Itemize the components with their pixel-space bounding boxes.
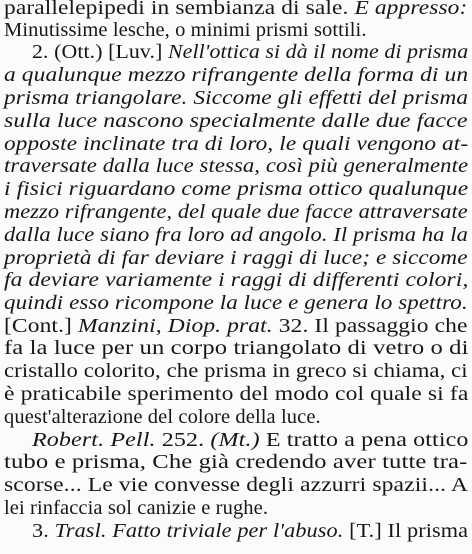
text-line: [4, 291, 468, 315]
text-line: [4, 382, 468, 406]
text-segment: Minutissime lesche, o minimi prismi sottili.: [4, 19, 367, 41]
text-line: [4, 154, 468, 178]
text-segment: parallelepipedi in sembianza di sale.: [4, 0, 355, 19]
text-segment: [T.] Il prisma: [343, 520, 469, 542]
text-line: [4, 359, 468, 383]
italic-text-segment: Nell'ottica si dà il nome di prisma: [168, 41, 469, 63]
text-line: [4, 246, 468, 270]
text-segment: 3.: [32, 520, 55, 542]
text-line: [4, 0, 467, 20]
text-line: [4, 450, 467, 474]
italic-text-segment: sulla luce nascono specialmente dalle due facce: [4, 110, 468, 132]
italic-text-segment: traversate dalla luce stessa, così più generalmente: [4, 155, 469, 177]
text-segment: lei rinfaccia sol canizie e rughe.: [4, 497, 269, 519]
text-line: [4, 314, 468, 338]
italic-text-segment: i fisici riguardano come prisma ottico qualunque: [4, 178, 469, 200]
text-segment: 2. (Ott.) [Luv.]: [32, 41, 169, 63]
italic-text-segment: proprietà di far deviare i raggi di luce; e siccome: [4, 247, 468, 269]
italic-text-segment: Manzini, Diop. prat.: [77, 315, 273, 337]
italic-text-segment: prisma triangolare. Siccome gli effetti del prisma: [4, 87, 469, 109]
italic-text-segment: a qualunque mezzo rifrangente della forma di un: [4, 64, 469, 86]
italic-text-segment: fa deviare variamente i raggi di differenti colori,: [4, 269, 469, 291]
text-segment: quest'alterazione del colore della luce.: [4, 406, 321, 428]
text-segment: cristallo colorito, che prisma in greco si chiama, ci: [4, 360, 468, 382]
text-segment: [Cont.]: [4, 315, 78, 337]
text-line: [4, 200, 468, 224]
italic-text-segment: opposte inclinate tra di loro, le quali vengono at-: [4, 133, 469, 155]
text-segment: è praticabile sperimento del modo col quale si fa: [4, 383, 469, 405]
text-segment: fa la luce per un corpo triangolato di vetro o di: [4, 337, 469, 359]
text-line: [32, 40, 468, 64]
text-line: [4, 18, 367, 42]
italic-text-segment: quindi esso ricompone la luce e genera lo spettro.: [4, 292, 468, 314]
italic-text-segment: E appresso:: [354, 0, 468, 19]
text-line: [4, 473, 468, 497]
text-line: [32, 519, 468, 543]
text-line: [4, 177, 468, 201]
text-line: [32, 428, 469, 452]
text-line: [4, 496, 268, 520]
italic-text-segment: mezzo rifrangente, del quale due facce attraversate: [4, 201, 468, 223]
italic-text-segment: Trasl. Fatto triviale per l'abuso.: [54, 520, 344, 542]
text-line: [4, 132, 468, 156]
italic-text-segment: dalla luce siano fra loro ad angolo. Il prisma ha la: [4, 224, 468, 246]
text-line: [4, 86, 468, 110]
italic-text-segment: Robert. Pell.: [32, 429, 156, 451]
text-segment: 252.: [155, 429, 211, 451]
italic-text-segment: (Mt.): [210, 429, 260, 451]
text-line: [4, 336, 469, 360]
text-segment: E tratto a pena ottico: [259, 429, 469, 451]
text-line: [4, 63, 468, 87]
text-segment: tubo e prisma, Che già credendo aver tutte tra-: [4, 451, 468, 473]
text-line: [4, 109, 468, 133]
text-line: [4, 223, 468, 247]
text-segment: 32. Il passaggio che: [272, 315, 468, 337]
text-line: [4, 268, 468, 292]
text-segment: scorse... Le vie convesse degli azzurri spazii... A: [4, 474, 469, 496]
text-line: [4, 405, 321, 429]
